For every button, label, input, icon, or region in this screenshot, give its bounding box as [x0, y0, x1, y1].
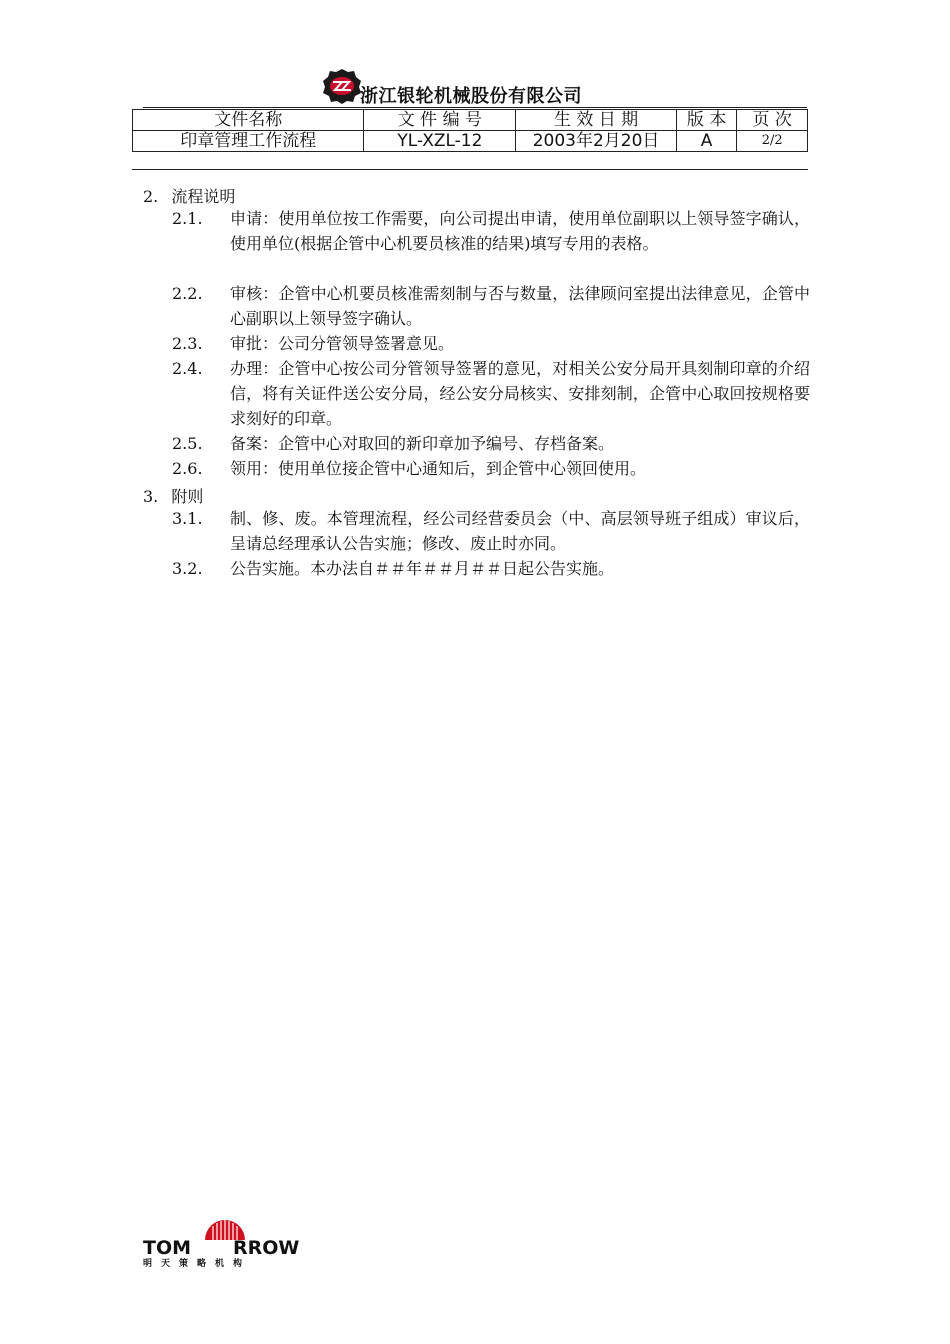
- meta-value-row: [133, 131, 808, 152]
- item-text: 办理：企管中心按公司分管领导签署的意见，对相关公安分局开具刻制印章的介绍信，将有关证件送公安分局，经公安分局核实、安排刻制，企管中心取回按规格要求刻好的印章。: [230, 359, 810, 428]
- item-number: 2.1.: [172, 209, 203, 228]
- item-number: 2.5.: [172, 434, 203, 453]
- section-number: 3.: [143, 487, 159, 506]
- item-text: 备案：企管中心对取回的新印章加予编号、存档备案。: [230, 434, 615, 453]
- meta-header-code: 文 件 编 号: [364, 110, 516, 131]
- item-number: 2.3.: [172, 334, 203, 353]
- item-number: 2.6.: [172, 459, 203, 478]
- item-number: 2.4.: [172, 359, 203, 378]
- document-meta-table: [132, 109, 808, 152]
- item-text: 公告实施。本办法自＃＃年＃＃月＃＃日起公告实施。: [230, 559, 615, 578]
- section-heading: [143, 484, 203, 507]
- document-header: [322, 66, 642, 106]
- meta-value-code: YL-XZL-12: [364, 131, 516, 152]
- section-heading: [143, 184, 235, 207]
- tomorrow-logo-icon: [143, 1212, 303, 1267]
- section-title: 附则: [171, 487, 204, 506]
- meta-value-date: 2003年2月20日: [516, 131, 676, 152]
- meta-value-version: A: [676, 131, 737, 152]
- item-text: 审核：企管中心机要员核准需刻制与否与数量，法律顾问室提出法律意见，企管中心副职以上领导签字确认。: [230, 284, 810, 328]
- item-number: 3.2.: [172, 559, 203, 578]
- item-number: 2.2.: [172, 284, 203, 303]
- item-number: 3.1.: [172, 509, 203, 528]
- meta-header-date: 生 效 日 期: [516, 110, 676, 131]
- footer-brand-cn: 明天策略机构: [143, 1259, 252, 1267]
- item-text: 制、修、废。本管理流程，经公司经营委员会（中、高层领导班子组成）审议后，呈请总经理承认公告实施；修改、废止时亦同。: [230, 509, 810, 553]
- header-rule: [143, 107, 807, 108]
- item-text: 审批：公司分管领导签署意见。: [230, 334, 455, 353]
- company-logo-icon: [322, 68, 362, 104]
- meta-header-page: 页 次: [737, 110, 808, 131]
- company-name: 浙江银轮机械股份有限公司: [360, 86, 582, 107]
- section-title: 流程说明: [171, 187, 236, 206]
- meta-header-row: [133, 110, 808, 131]
- meta-value-name: 印章管理工作流程: [133, 131, 364, 152]
- section-number: 2.: [143, 187, 159, 206]
- item-text: 申请：使用单位按工作需要，向公司提出申请，使用单位副职以上领导签字确认，使用单位(根据企管中心机要员核准的结果)填写专用的表格。: [230, 209, 810, 253]
- item-text: 领用：使用单位接企管中心通知后，到企管中心领回使用。: [230, 459, 647, 478]
- meta-header-name: 文件名称: [133, 110, 364, 131]
- footer-brand: TOM: [143, 1237, 192, 1259]
- meta-value-page: 2/2: [737, 131, 808, 152]
- header-bottom-rule: [132, 169, 808, 170]
- meta-header-version: 版 本: [676, 110, 737, 131]
- svg-text:RROW: RROW: [233, 1237, 300, 1259]
